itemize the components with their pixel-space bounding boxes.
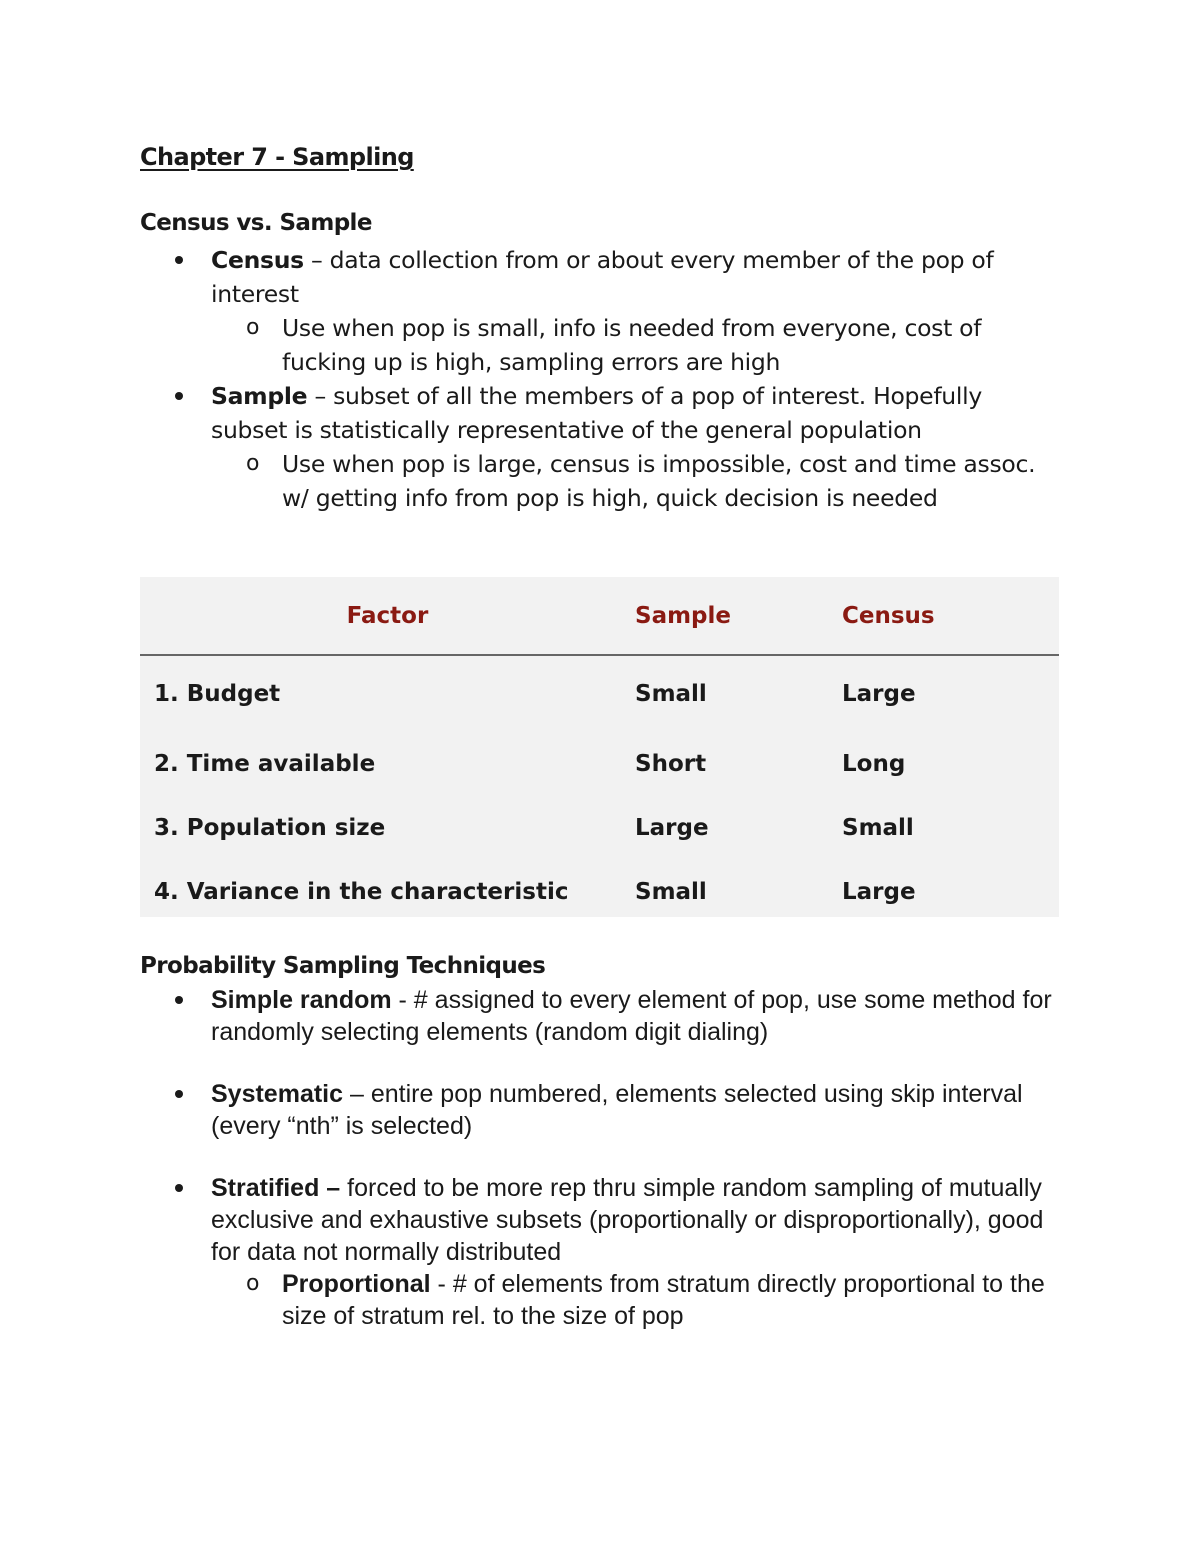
table-row xyxy=(140,732,1059,796)
table-row xyxy=(140,655,1059,732)
term-proportional: Proportional xyxy=(282,1270,431,1298)
header-census: Census xyxy=(842,577,1059,655)
definition-census: – data collection from or about every member of the pop of interest xyxy=(211,246,994,308)
term-census: Census xyxy=(211,246,304,274)
sub-bullet-icon: o xyxy=(246,315,260,340)
sub-item-proportional xyxy=(140,1268,1060,1332)
cell-sample: Small xyxy=(635,681,707,707)
definition-simple-random: - # assigned to every element of pop, use some method for randomly selecting elements (random digit dialing) xyxy=(211,986,1052,1046)
sub-bullet-icon: o xyxy=(246,1271,260,1296)
bullet-icon xyxy=(175,392,183,400)
technique-list xyxy=(140,984,1060,1332)
section-heading-census-vs-sample: Census vs. Sample xyxy=(140,210,372,236)
table-header-row xyxy=(140,577,1059,655)
definition-proportional: - # of elements from stratum directly proportional to the size of stratum rel. to the size of pop xyxy=(282,1270,1045,1330)
sub-item-sample-use xyxy=(140,447,1060,515)
cell-census: Long xyxy=(842,751,906,777)
sub-text-census-use: Use when pop is small, info is needed from everyone, cost of fucking up is high, sampling errors are high xyxy=(282,314,982,376)
term-systematic: Systematic xyxy=(211,1080,344,1108)
definition-systematic: – entire pop numbered, elements selected using skip interval (every “nth” is selected) xyxy=(211,1080,1023,1140)
header-factor: Factor xyxy=(140,577,635,655)
bullet-icon xyxy=(175,256,183,264)
header-sample: Sample xyxy=(635,577,842,655)
cell-factor: 2. Time available xyxy=(154,751,376,777)
list-item-simple-random xyxy=(140,984,1060,1048)
cell-factor: 4. Variance in the characteristic xyxy=(154,879,569,905)
list-item-stratified xyxy=(140,1172,1060,1268)
term-stratified: Stratified – xyxy=(211,1174,341,1202)
sub-text-sample-use: Use when pop is large, census is impossible, cost and time assoc. w/ getting info from pop is high, quick decision is needed xyxy=(282,450,1036,512)
cell-factor: 3. Population size xyxy=(154,815,386,841)
chapter-title: Chapter 7 - Sampling xyxy=(140,143,414,171)
cell-sample: Large xyxy=(635,815,709,841)
table-row xyxy=(140,860,1059,924)
sub-bullet-icon: o xyxy=(246,451,260,476)
section-heading-probability-sampling: Probability Sampling Techniques xyxy=(140,953,546,979)
definition-stratified: forced to be more rep thru simple random sampling of mutually exclusive and exhaustive subsets (proportionally or disproportionally), good for data not normally distributed xyxy=(211,1174,1044,1266)
bullet-icon xyxy=(175,996,183,1004)
list-item-sample xyxy=(140,379,1060,447)
bullet-icon xyxy=(175,1090,183,1098)
list-item-census xyxy=(140,243,1060,311)
term-simple-random: Simple random xyxy=(211,986,392,1014)
cell-census: Large xyxy=(842,879,916,905)
sub-item-census-use xyxy=(140,311,1060,379)
table-row xyxy=(140,796,1059,860)
definition-sample: – subset of all the members of a pop of interest. Hopefully subset is statistically representative of the general population xyxy=(211,382,982,444)
cell-census: Large xyxy=(842,681,916,707)
list-item-systematic xyxy=(140,1078,1060,1142)
cell-factor: 1. Budget xyxy=(154,681,281,707)
cell-sample: Small xyxy=(635,879,707,905)
comparison-table xyxy=(140,577,1059,917)
bullet-icon xyxy=(175,1184,183,1192)
cell-sample: Short xyxy=(635,751,707,777)
cell-census: Small xyxy=(842,815,914,841)
term-sample: Sample xyxy=(211,382,308,410)
census-sample-list xyxy=(140,243,1060,515)
